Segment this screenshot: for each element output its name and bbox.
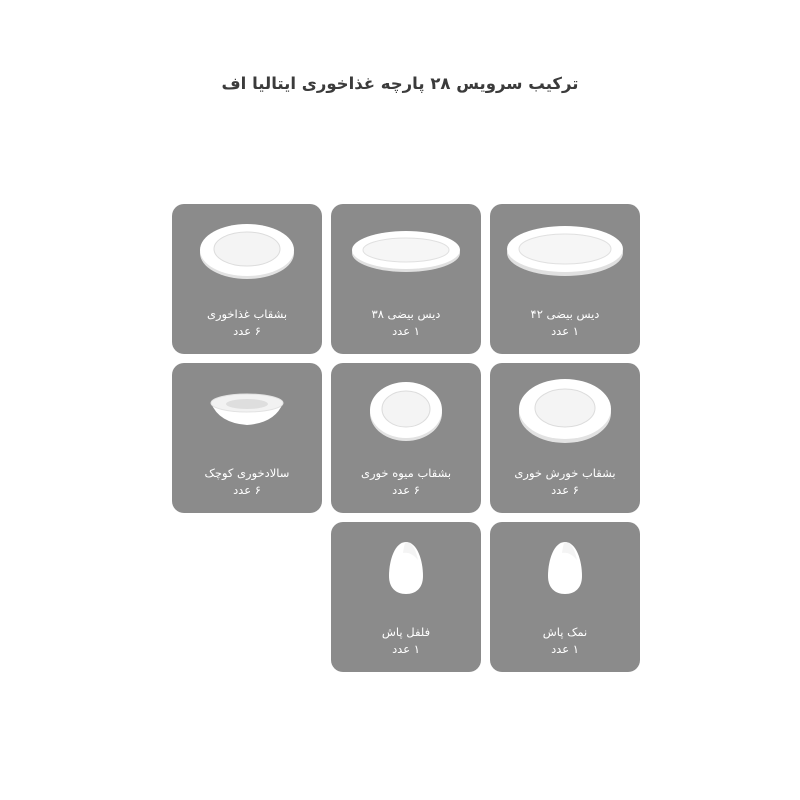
item-qty: ۶ عدد bbox=[392, 483, 420, 497]
item-tile-oval-platter-42[interactable] bbox=[490, 204, 640, 354]
item-qty: ۶ عدد bbox=[233, 324, 261, 338]
item-label: دیس بیضی ۴۲ bbox=[530, 307, 600, 321]
items-grid bbox=[172, 204, 640, 672]
item-qty: ۱ عدد bbox=[392, 642, 420, 656]
item-tile-salt-shaker[interactable] bbox=[490, 522, 640, 672]
item-qty: ۱ عدد bbox=[551, 324, 579, 338]
item-label: فلفل پاش bbox=[381, 625, 431, 639]
item-caption bbox=[331, 465, 481, 499]
item-tile-pepper-shaker[interactable] bbox=[331, 522, 481, 672]
item-tile-oval-platter-38[interactable] bbox=[331, 204, 481, 354]
item-label: بشقاب خورش خوری bbox=[514, 466, 616, 480]
item-tile-small-salad-bowl[interactable] bbox=[172, 363, 322, 513]
shaker-icon bbox=[490, 522, 640, 614]
round-plate-icon bbox=[172, 204, 322, 296]
page-title: ترکیب سرویس ۲۸ پارچه غذاخوری ایتالیا اف bbox=[221, 74, 579, 93]
fruit-plate-icon bbox=[331, 363, 481, 455]
shaker-icon bbox=[331, 522, 481, 614]
small-bowl-icon bbox=[172, 363, 322, 455]
item-qty: ۱ عدد bbox=[392, 324, 420, 338]
item-caption bbox=[172, 465, 322, 499]
oval-platter-icon bbox=[490, 204, 640, 296]
item-caption bbox=[490, 306, 640, 340]
item-caption bbox=[331, 624, 481, 658]
empty-cell bbox=[172, 522, 322, 672]
item-qty: ۶ عدد bbox=[233, 483, 261, 497]
item-tile-fruit-plate[interactable] bbox=[331, 363, 481, 513]
item-caption bbox=[490, 624, 640, 658]
item-qty: ۱ عدد bbox=[551, 642, 579, 656]
item-caption bbox=[172, 306, 322, 340]
item-label: دیس بیضی ۳۸ bbox=[371, 307, 441, 321]
item-caption bbox=[331, 306, 481, 340]
item-tile-dinner-plate[interactable] bbox=[172, 204, 322, 354]
item-qty: ۶ عدد bbox=[551, 483, 579, 497]
item-label: بشقاب میوه خوری bbox=[360, 466, 452, 480]
item-tile-stew-plate[interactable] bbox=[490, 363, 640, 513]
item-label: بشقاب غذاخوری bbox=[206, 307, 288, 321]
item-label: نمک پاش bbox=[542, 625, 588, 639]
stew-plate-icon bbox=[490, 363, 640, 455]
oval-platter-icon bbox=[331, 204, 481, 296]
item-label: سالادخوری کوچک bbox=[204, 466, 290, 480]
item-caption bbox=[490, 465, 640, 499]
